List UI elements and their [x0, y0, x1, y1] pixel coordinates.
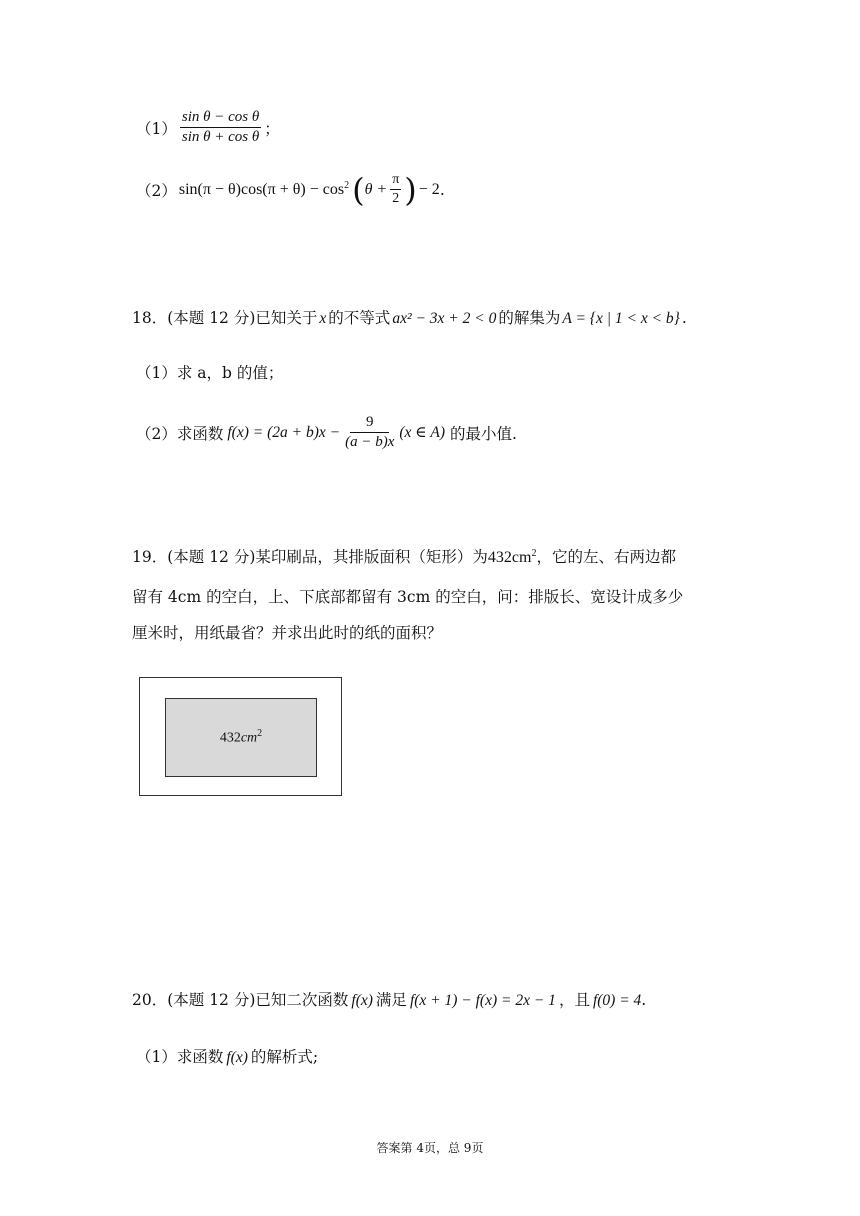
q20-stem — [132, 988, 646, 1010]
q19-figure-sup: 2 — [257, 728, 263, 740]
q18-stem-mid: 的不等式 — [328, 309, 391, 327]
q20-part1-fx: f(x) — [226, 1049, 248, 1066]
q19-line2: 留有 4cm 的空白，上、下底部都留有 3cm 的空白，问：排版长、宽设计成多少 — [132, 588, 684, 606]
q19-figure-label — [220, 728, 262, 747]
q18-stem-prefix: 18．(本题 12 分)已知关于 — [132, 309, 318, 327]
q17-part1-numerator: sin θ − cos θ — [180, 109, 261, 128]
q18-part1: （1）求 a，b 的值； — [136, 364, 284, 382]
page-footer: 答案第 4页，总 9页 — [376, 1141, 484, 1155]
q20-equation: f(x + 1) − f(x) = 2x − 1 — [409, 992, 556, 1009]
q18-part2 — [136, 414, 517, 452]
q18-part2-suffix: 的最小值. — [450, 424, 517, 443]
q19-figure-number: 432 — [219, 730, 241, 746]
q17-part2-theta-plus: θ + — [364, 180, 388, 198]
q19-area: 432cm — [487, 549, 532, 566]
q17-part2 — [136, 172, 445, 207]
q20-fx: f(x) — [351, 992, 373, 1009]
q18-stem-end: . — [681, 309, 687, 327]
q17-part2-tail: − 2 — [418, 180, 440, 198]
q18-stem-mid2: 的解集为 — [498, 309, 561, 327]
q19-figure-unit: cm — [240, 730, 258, 746]
q19-line1 — [132, 545, 676, 567]
q18-fraction — [343, 414, 396, 452]
q17-part2-two: 2 — [392, 191, 400, 207]
q20-stem-prefix: 20．(本题 12 分)已知二次函数 — [132, 991, 349, 1009]
q19-line3: 厘米时，用纸最省？并求出此时的纸的面积？ — [132, 624, 443, 642]
q17-part2-label: （2） — [136, 181, 177, 200]
q17-part1 — [136, 109, 280, 147]
q19-line1-b: ，它的左、右两边都 — [536, 548, 676, 566]
q18-function-lhs: f(x) = (2a + b)x − — [227, 423, 341, 441]
q20-part1-prefix: （1）求函数 — [136, 1048, 224, 1066]
q17-part1-fraction — [180, 109, 261, 147]
q17-part2-pi: π — [390, 172, 401, 190]
q17-part1-end: ； — [264, 119, 280, 138]
q20-stem-mid: 满足 — [375, 991, 407, 1009]
q17-part2-square: 2 — [344, 180, 350, 191]
q20-f0: f(0) = 4 — [592, 992, 642, 1009]
q18-part2-prefix: （2）求函数 — [136, 424, 224, 443]
q17-part1-denominator: sin θ + cos θ — [181, 129, 260, 146]
q19-area-sup: 2 — [531, 547, 537, 559]
q18-stem — [132, 306, 687, 328]
q20-part1-suffix: 的解析式; — [250, 1048, 319, 1066]
q19-print-area — [165, 698, 317, 777]
q18-solution-set: A = {x | 1 < x < b} — [562, 310, 680, 327]
q17-part2-pi-half — [390, 172, 401, 207]
q18-fraction-numerator: 9 — [350, 414, 390, 433]
q19-line1-a: 19．(本题 12 分)某印刷品，其排版面积（矩形）为 — [132, 548, 488, 566]
q20-part1 — [136, 1045, 318, 1067]
q18-fraction-denominator: (a − b)x — [345, 434, 395, 451]
q17-part2-open-paren: ( — [352, 170, 365, 209]
q18-inequality: ax² − 3x + 2 < 0 — [392, 310, 497, 327]
q18-variable-x: x — [319, 310, 327, 327]
q17-part2-close-paren: ) — [404, 170, 417, 209]
q17-part2-end: . — [439, 180, 445, 199]
q17-part2-expr: sin(π − θ)cos(π + θ) − cos — [178, 180, 345, 198]
q20-stem-mid2: ，且 — [558, 991, 590, 1009]
q17-part1-label: （1） — [136, 119, 177, 138]
q18-domain: (x ∈ A) — [399, 424, 445, 442]
q20-stem-end: . — [641, 991, 647, 1009]
